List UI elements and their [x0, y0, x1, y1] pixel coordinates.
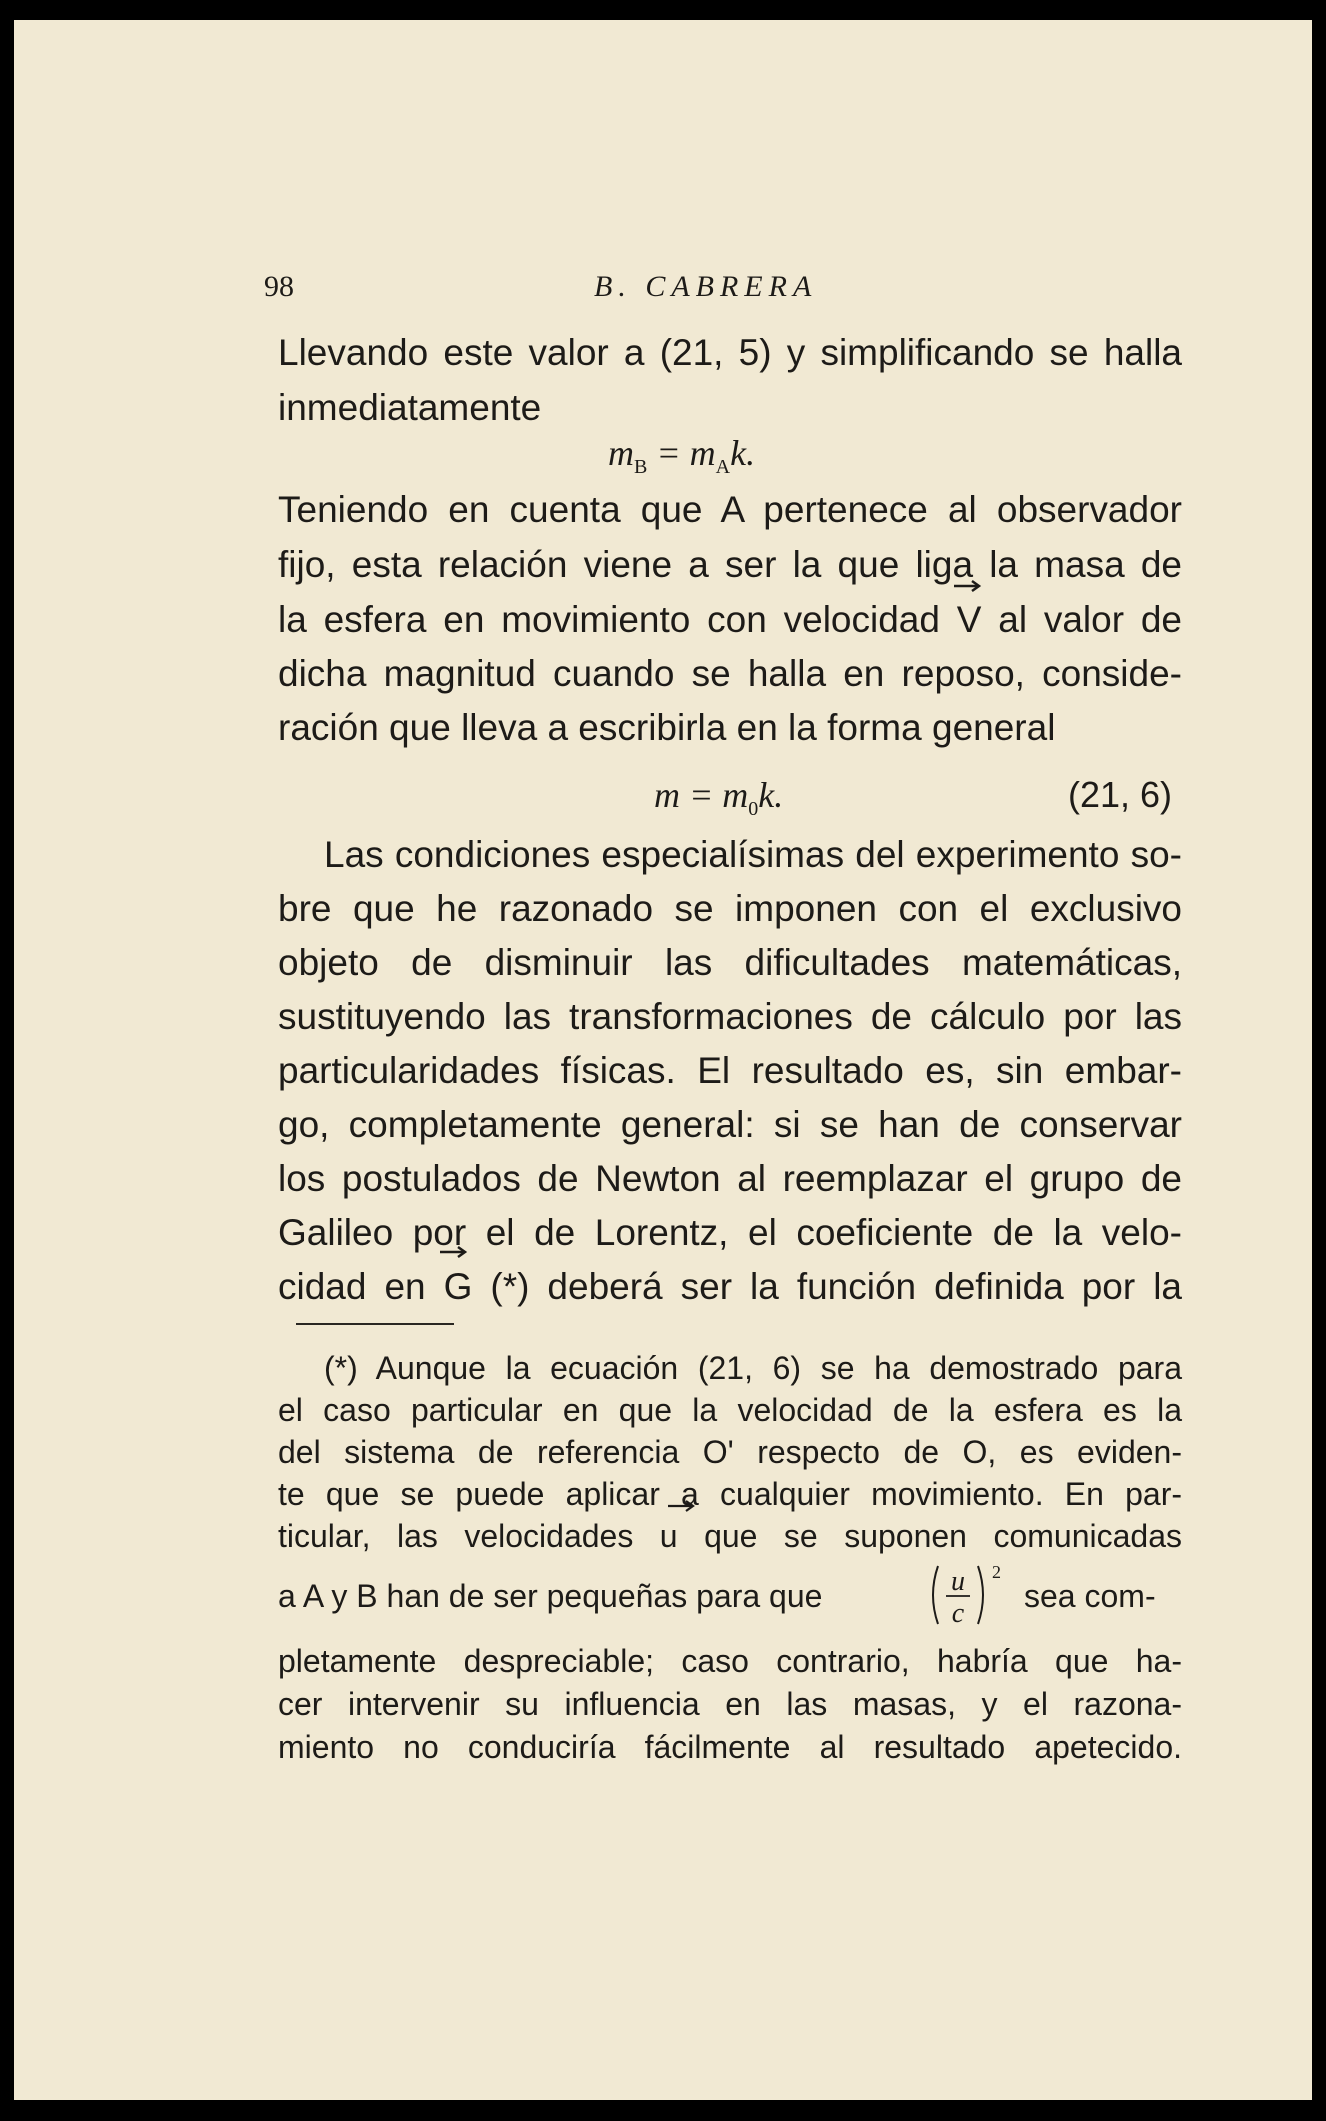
body-line: ración que lleva a escribirla en la forma general: [278, 707, 1056, 748]
fraction-denominator: c: [951, 1598, 965, 1629]
footnote-line: cer intervenir su influencia en las masas, y el razona-: [278, 1686, 1182, 1722]
footnote-line: pletamente despreciable; caso contrario, habría que ha-: [278, 1643, 1182, 1679]
footnote-line: miento no conduciría fácilmente al resultado apetecido.: [278, 1729, 1182, 1765]
body-line: inmediatamente: [278, 387, 542, 428]
body-line: Teniendo en cuenta que A pertenece al observador: [278, 489, 1182, 530]
running-head: B. CABRERA: [594, 270, 818, 303]
footnote-line: a A y B han de ser pequeñas para que: [278, 1578, 823, 1614]
fraction-exponent: 2: [992, 1562, 1001, 1582]
body-line: go, completamente general: si se han de conservar: [278, 1104, 1182, 1145]
body-line: bre que he razonado se imponen con el exclusivo: [278, 888, 1182, 929]
footnote-line: ticular, las velocidades u que se suponen comunicadas: [278, 1518, 1182, 1554]
fraction-u-over-c: [926, 1560, 1006, 1630]
body-line: los postulados de Newton al reemplazar el grupo de: [278, 1158, 1182, 1199]
footnote-line: del sistema de referencia O' respecto de O, es eviden-: [278, 1434, 1182, 1470]
body-line: objeto de disminuir las dificultades matemáticas,: [278, 942, 1182, 983]
footnote-line-tail: sea com-: [1024, 1578, 1156, 1614]
body-line: sustituyendo las transformaciones de cálculo por las: [278, 996, 1182, 1037]
body-line: dicha magnitud cuando se halla en reposo, conside-: [278, 653, 1182, 694]
body-line: fijo, esta relación viene a ser la que liga la masa de: [278, 544, 1182, 585]
fraction-numerator: u: [951, 1566, 965, 1597]
equation-number: (21, 6): [1068, 774, 1173, 815]
footnote-rule: [296, 1323, 454, 1325]
book-page: [14, 20, 1312, 2100]
vector-arrow-icon: [952, 578, 982, 592]
vector-arrow-icon: [438, 1244, 468, 1258]
body-line: Las condiciones especialísimas del experimento so-: [324, 834, 1182, 875]
body-line: Llevando este valor a (21, 5) y simplificando se halla: [278, 332, 1182, 373]
footnote-line: el caso particular en que la velocidad de la esfera es la: [278, 1392, 1182, 1428]
equation-m-m0k: $m = m_0k$.: [654, 775, 784, 821]
body-line: la esfera en movimiento con velocidad V al valor de: [278, 599, 1182, 640]
footnote-line: te que se puede aplicar a cualquier movimiento. En par-: [278, 1476, 1182, 1512]
vector-arrow-icon: [666, 1498, 696, 1512]
equation-mb: $m_B = m_Ak$.: [608, 433, 756, 479]
body-line: Galileo por el de Lorentz, el coeficiente de la velo-: [278, 1212, 1182, 1253]
body-line: cidad en G (*) deberá ser la función definida por la: [278, 1266, 1182, 1307]
body-line: particularidades físicas. El resultado es, sin embar-: [278, 1050, 1182, 1091]
page-number: 98: [264, 270, 294, 303]
footnote-line: (*) Aunque la ecuación (21, 6) se ha demostrado para: [324, 1350, 1182, 1386]
page-header: [14, 270, 1312, 310]
